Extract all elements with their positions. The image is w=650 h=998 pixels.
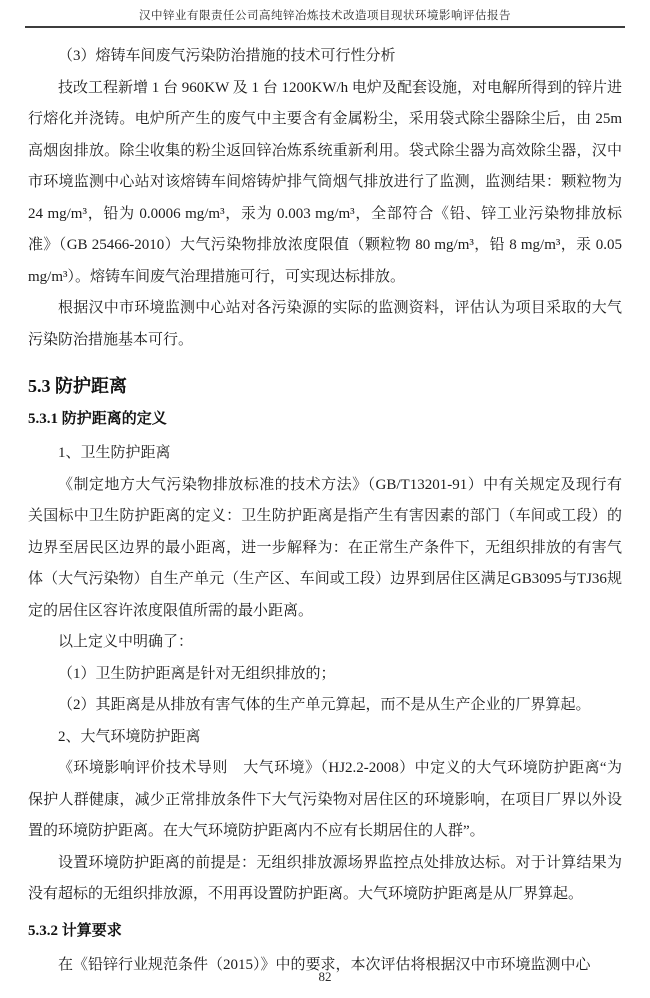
subsection-label-item3: （3）熔铸车间废气污染防治措施的技术可行性分析 <box>58 48 396 64</box>
paragraph-casting-workshop-measures: 技改工程新增 1 台 960KW 及 1 台 1200KW/h 电炉及配套设施，对电解所得到的锌片进行熔化并浇铸。电炉所产生的废气中主要含有金属粉尘，采用袋式除尘器除尘后，由 25m 高烟囱排放。除尘收集的粉尘返回锌冶炼系统重新利用。袋式除尘器为高效除尘器，汉中市环境监测中心站对该熔铸车间熔铸炉排气筒烟气排放进行了监测，监测结果：颗粒物为 24 mg/m³，铅为 0.0006 mg/m³，汞为 0.003 mg/m³，全部符合《铅、锌工业污染物排放标准》（GB 25466-2010）大气污染物排放浓度限值（颗粒物 80 mg/m³，铅 8 mg/m³，汞 0.05 mg/m³）。熔铸车间废气治理措施可行，可实现达标排放。 <box>28 79 622 285</box>
paragraph-atmospheric-distance-definition: 《环境影响评价技术导则 大气环境》（HJ2.2-2008）中定义的大气环境防护距离“为保护人群健康，减少正常排放条件下大气污染物对居住区的环境影响，在项目厂界以外设置的环境防护距离。在大气环境防护距离内不应有长期居住的人群”。 <box>28 760 622 839</box>
section-heading-5-3: 5.3 防护距离 <box>28 376 127 396</box>
section-heading-5-3-2: 5.3.2 计算要求 <box>28 922 122 939</box>
running-header <box>0 0 650 28</box>
page-number: 82 <box>318 969 332 984</box>
list-item-definition-point-1: （1）卫生防护距离是针对无组织排放的； <box>58 665 336 682</box>
document-content <box>0 28 650 981</box>
paragraph-definition-clarified-lead: 以上定义中明确了： <box>58 634 194 650</box>
page-footer <box>0 968 650 986</box>
paragraph-monitoring-conclusion: 根据汉中市环境监测中心站对各污染源的实际的监测资料，评估认为项目采取的大气污染防治措施基本可行。 <box>28 300 622 348</box>
list-item-atmospheric-protection-distance: 2、大气环境防护距离 <box>58 728 201 745</box>
section-heading-5-3-1: 5.3.1 防护距离的定义 <box>28 411 167 427</box>
paragraph-protection-distance-premise: 设置环境防护距离的前提是：无组织排放源场界监控点处排放达标。对于计算结果为没有超标的无组织排放源，不用再设置防护距离。大气环境防护距离是从厂界算起。 <box>28 854 622 902</box>
list-item-sanitary-protection-distance: 1、卫生防护距离 <box>58 445 171 461</box>
paragraph-calculation-requirements: 在《铅锌行业规范条件（2015）》中的要求，本次评估将根据汉中市环境监测中心 <box>58 956 591 973</box>
running-header-title: 汉中锌业有限责任公司高纯锌冶炼技术改造项目现状环境影响评估报告 <box>25 7 625 28</box>
list-item-definition-point-2: （2）其距离是从排放有害气体的生产单元算起，而不是从生产企业的厂界算起。 <box>58 697 591 713</box>
paragraph-sanitary-distance-definition: 《制定地方大气污染物排放标准的技术方法》（GB/T13201-91）中有关规定及现行有关国标中卫生防护距离的定义：卫生防护距离是指产生有害因素的部门（车间或工段）的边界至居民区边界的最小距离，进一步解释为：在正常生产条件下，无组织排放的有害气体（大气污染物）自生产单元（生产区、车间或工段）边界到居住区满足GB3095与TJ36规定的居住区容许浓度限值所需的最小距离。 <box>28 476 622 619</box>
